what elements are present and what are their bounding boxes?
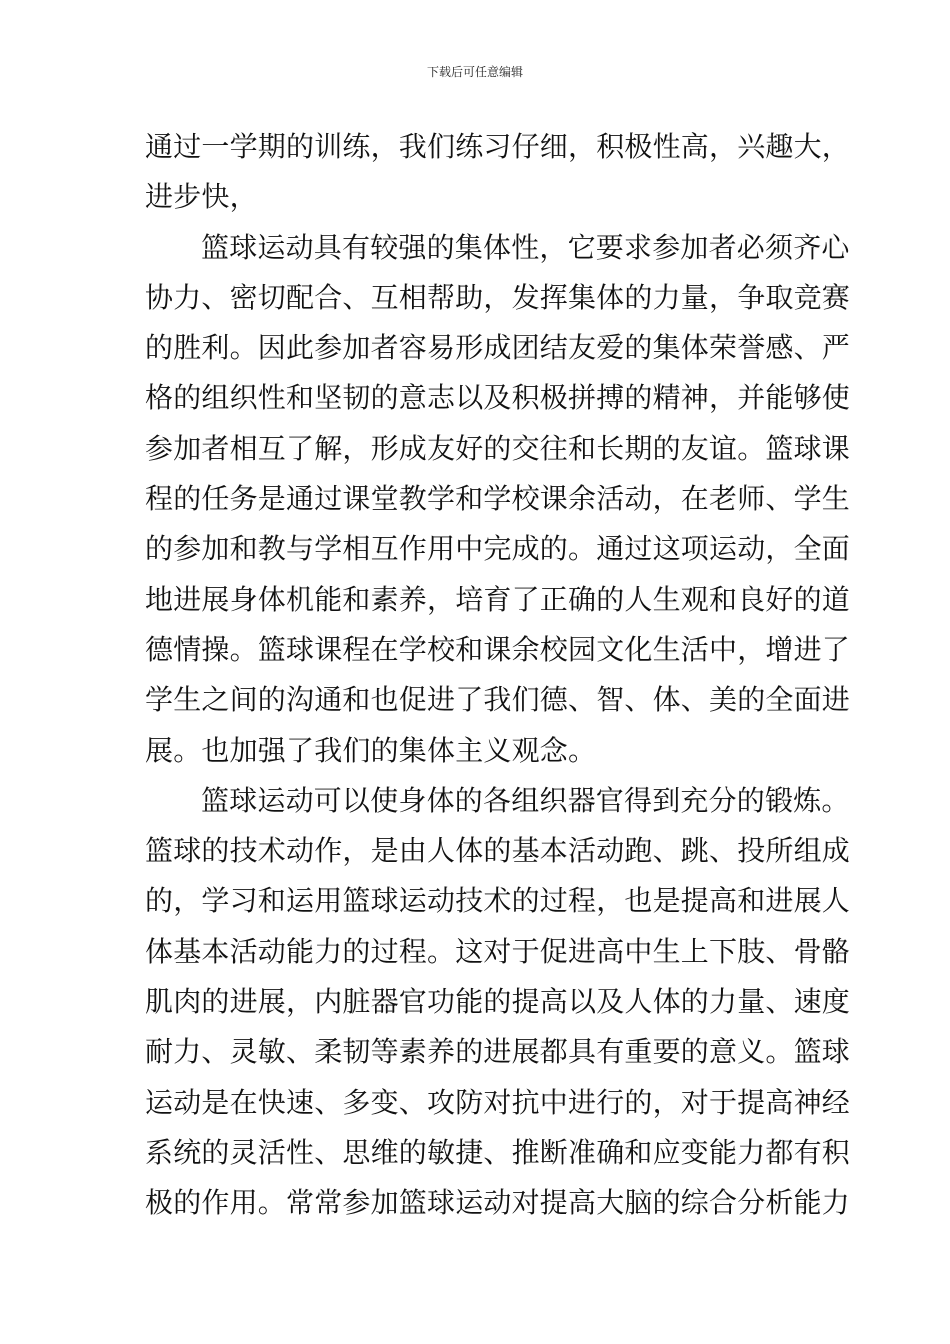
text-line: 的胜利。因此参加者容易形成团结友爱的集体荣誉感、严	[145, 331, 851, 365]
text-line: 进步快，	[145, 180, 258, 214]
text-line: 参加者相互了解，形成友好的交往和长期的友谊。篮球课	[145, 431, 851, 465]
text-line: 篮球运动可以使身体的各组织器官得到充分的锻炼。	[201, 783, 850, 817]
text-line: 极的作用。常常参加篮球运动对提高大脑的综合分析能力	[145, 1186, 851, 1220]
text-line: 耐力、灵敏、柔韧等素养的进展都具有重要的意义。篮球	[145, 1035, 851, 1069]
text-line: 系统的灵活性、思维的敏捷、推断准确和应变能力都有积	[145, 1135, 851, 1169]
text-line: 肌肉的进展，内脏器官功能的提高以及人体的力量、速度	[145, 985, 851, 1019]
text-line: 协力、密切配合、互相帮助，发挥集体的力量，争取竞赛	[145, 280, 851, 314]
text-line: 篮球的技术动作，是由人体的基本活动跑、跳、投所组成	[145, 834, 851, 868]
text-line: 的，学习和运用篮球运动技术的过程，也是提高和进展人	[145, 884, 851, 918]
text-line: 地进展身体机能和素养，培育了正确的人生观和良好的道	[145, 582, 851, 616]
text-line: 运动是在快速、多变、攻防对抗中进行的，对于提高神经	[145, 1085, 851, 1119]
text-line: 展。也加强了我们的集体主义观念。	[145, 733, 597, 767]
text-line: 体基本活动能力的过程。这对于促进高中生上下肢、骨骼	[145, 934, 851, 968]
text-line: 德情操。篮球课程在学校和课余校园文化生活中，增进了	[145, 632, 851, 666]
text-line: 通过一学期的训练，我们练习仔细，积极性高，兴趣大，	[145, 130, 851, 163]
page-header: 下载后可任意编辑	[426, 65, 523, 79]
text-line: 格的组织性和坚韧的意志以及积极拼搏的精神，并能够使	[145, 381, 851, 415]
text-line: 程的任务是通过课堂教学和学校课余活动，在老师、学生	[145, 482, 851, 516]
text-line: 篮球运动具有较强的集体性，它要求参加者必须齐心	[201, 230, 850, 264]
text-line: 的参加和教与学相互作用中完成的。通过这项运动，全面	[145, 532, 851, 566]
document-body	[145, 122, 851, 1229]
text-line: 学生之间的沟通和也促进了我们德、智、体、美的全面进	[145, 683, 851, 717]
